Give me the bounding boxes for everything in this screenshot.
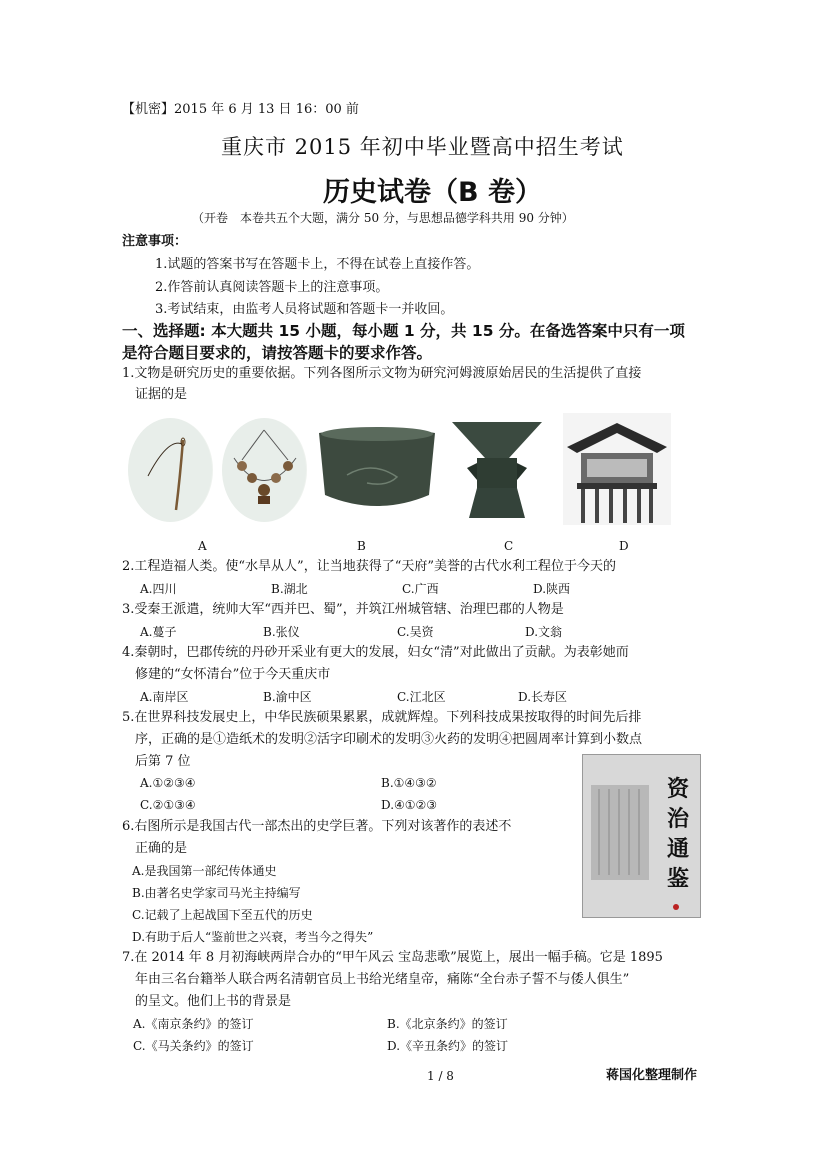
book-title: 资治通鉴 — [667, 777, 690, 892]
q1-option-label: C — [504, 539, 514, 553]
q4-stem-cont: 修建的“女怀清台”位于今天重庆市 — [135, 667, 331, 682]
q1-option-label: A — [198, 539, 207, 553]
bone-needle-image — [128, 418, 213, 522]
q3-stem: 3.受秦王派遣，统帅大军“西并巴、蜀”，并筑江州城管辖、治理巴郡的人物是 — [122, 602, 564, 617]
q1-stem-cont: 证据的是 — [135, 387, 188, 402]
page-number: 1 / 8 — [427, 1069, 454, 1083]
q7-option: A.《南京条约》的签订 — [133, 1017, 254, 1031]
q7-stem-cont: 年由三名台籍举人联合两名清朝官员上书给光绪皇帝，痛陈“全台赤子誓不与倭人俱生” — [135, 972, 630, 987]
q4-option: B.渝中区 — [263, 690, 312, 704]
q3-option: C.吴资 — [397, 625, 434, 639]
notice-heading: 注意事项： — [122, 234, 188, 249]
black-pottery-bowl-image — [317, 425, 437, 515]
bone-necklace-image — [222, 418, 307, 522]
q5-option: D.④①②③ — [381, 798, 438, 812]
exam-title: 重庆市 2015 年初中毕业暨高中招生考试 — [221, 135, 624, 159]
q5-option: A.①②③④ — [140, 776, 196, 790]
bronze-zun-image — [447, 418, 547, 522]
q6-stem-cont: 正确的是 — [135, 841, 188, 856]
q6-stem: 6.右图所示是我国古代一部杰出的史学巨著。下列对该著作的表述不 — [122, 819, 512, 834]
q2-stem: 2.工程造福人类。使“水旱从人”，让当地获得了“天府”美誉的古代水利工程位于今天的 — [122, 559, 616, 574]
footer-credit: 蒋国化整理制作 — [606, 1068, 698, 1083]
q7-stem: 7.在 2014 年 8 月初海峡两岸合办的“甲午风云 宝岛悲歌”展览上，展出一幅手稿。它是 1895 — [122, 950, 663, 965]
q7-stem-cont: 的呈文。他们上书的背景是 — [135, 994, 292, 1009]
q1-stem: 1.文物是研究历史的重要依据。下列各图所示文物为研究河姆渡原始居民的生活提供了直接 — [122, 366, 642, 381]
q5-option: C.②①③④ — [140, 798, 196, 812]
q6-option: C.记载了上起战国下至五代的历史 — [132, 908, 313, 922]
q1-option-label: D — [619, 539, 629, 553]
q7-option: D.《辛丑条约》的签订 — [387, 1039, 509, 1053]
q6-option: A.是我国第一部纪传体通史 — [132, 864, 277, 878]
notice-item: 3.考试结束，由监考人员将试题和答题卡一并收回。 — [155, 302, 454, 317]
q2-option: D.陕西 — [533, 582, 571, 596]
confidential-note: 【机密】2015 年 6 月 13 日 16：00 前 — [122, 102, 359, 117]
section-heading-line1: 一、选择题: 本大题共 15 小题，每小题 1 分，共 15 分。在备选答案中只有一项 — [122, 322, 685, 340]
q4-stem: 4.秦朝时，巴郡传统的丹砂开采业有更大的发展，妇女“清”对此做出了贡献。为表彰她而 — [122, 645, 629, 660]
paper-title: 历史试卷（B 卷） — [323, 177, 542, 208]
q3-option: B.张仪 — [263, 625, 300, 639]
q2-option: A.四川 — [140, 582, 177, 596]
q2-option: C.广西 — [402, 582, 439, 596]
q7-option: B.《北京条约》的签订 — [387, 1017, 508, 1031]
q5-stem: 5.在世界科技发展史上，中华民族硕果累累，成就辉煌。下列科技成果按取得的时间先后排 — [122, 710, 642, 725]
q5-stem-cont: 序，正确的是①造纸术的发明②活字印刷术的发明③火药的发明④把圆周率计算到小数点 — [135, 732, 643, 747]
q4-option: A.南岸区 — [140, 690, 189, 704]
q2-option: B.湖北 — [271, 582, 308, 596]
zizhitongjian-book-image — [582, 754, 701, 918]
q6-option: D.有助于后人“鉴前世之兴衰，考当今之得失” — [132, 930, 374, 944]
q1-option-label: B — [357, 539, 366, 553]
q7-option: C.《马关条约》的签订 — [133, 1039, 254, 1053]
q6-option: B.由著名史学家司马光主持编写 — [132, 886, 301, 900]
ganlan-building-image — [563, 413, 671, 525]
exam-subtitle: （开卷 本卷共五个大题，满分 50 分，与思想品德学科共用 90 分钟） — [192, 211, 574, 225]
section-heading-line2: 是符合题目要求的，请按答题卡的要求作答。 — [122, 344, 433, 362]
notice-item: 2.作答前认真阅读答题卡上的注意事项。 — [155, 280, 389, 295]
q4-option: C.江北区 — [397, 690, 446, 704]
q3-option: D.文翁 — [525, 625, 563, 639]
q5-option: B.①④③② — [381, 776, 437, 790]
q5-stem-cont: 后第 7 位 — [135, 754, 191, 769]
notice-item: 1.试题的答案书写在答题卡上，不得在试卷上直接作答。 — [155, 257, 480, 272]
q4-option: D.长寿区 — [518, 690, 568, 704]
q3-option: A.蔓子 — [140, 625, 177, 639]
